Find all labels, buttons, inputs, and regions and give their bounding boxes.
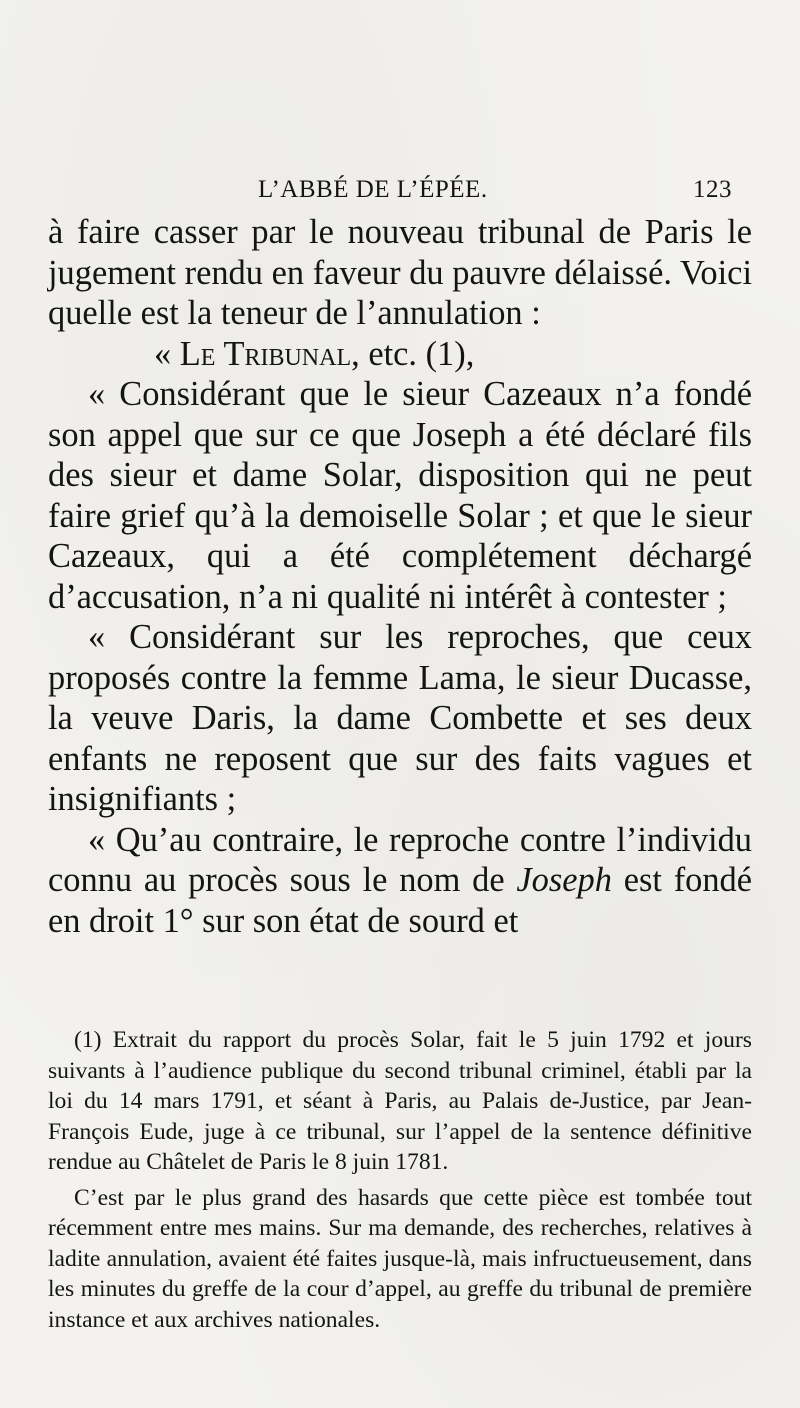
tribunal-quote: « [154,334,180,373]
footnote-2: C’est par le plus grand des hasards que cette pièce est tombée tout récemment entre mes mains. Sur ma demande, des recherches, relatives à ladite annulation, avaient été faites jusque-là, mais infructueusement, dans les minutes du greffe de la cour d’appel, au greffe du tribunal de première instance et aux archives nationales. [48,1184,752,1333]
paragraph-contraire-end: est fondé en droit 1° sur son état de sourd et [48,861,752,940]
page-number: 123 [693,176,732,203]
tribunal-name: Le Tribunal [179,334,352,373]
footnote-1: (1) Extrait du rapport du procès Solar, fait le 5 juin 1792 et jours suivants à l’audience publique du second tribunal criminel, établi par la loi du 14 mars 1791, et séant à Paris, au Palais de-Justice, par Jean-François Eude, juge à ce tribunal, sur l’appel de la sentence définitive rendue au Châtelet de Paris le 8 juin 1781. [48,1027,752,1175]
page-header [48,176,738,210]
paragraph-considerant-1: « Considérant que le sieur Cazeaux n’a fondé son appel que sur ce que Joseph a été déclaré fils des sieur et dame Solar, disposition qui ne peut faire grief qu’à la demoiselle Solar ; et que le sieur Cazeaux, qui a été complétement déchargé d’accusation, n’a ni qualité ni intérêt à contester ; [48,375,752,616]
footnotes [48,1025,752,1335]
running-title: L’ABBÉ DE L’ÉPÉE. [258,176,488,203]
joseph-italic: Joseph [516,861,612,899]
tribunal-heading [48,334,752,375]
main-text [48,212,752,941]
paragraph-considerant-2: « Considérant sur les reproches, que ceux proposés contre la femme Lama, le sieur Ducasse, la veuve Daris, la dame Combette et ses deux enfants ne reposent que sur des faits vagues et insignifiants ; [48,618,752,818]
tribunal-rest: , etc. (1), [351,334,475,373]
paragraph-continuation: à faire casser par le nouveau tribunal de Paris le jugement rendu en faveur du pauvre délaissé. Voici quelle est la teneur de l’annulation : [48,213,752,332]
paragraph-contraire-start: « Qu’au contraire, le reproche contre l’individu connu au procès sous le nom de [48,820,752,899]
paragraph-contraire [48,820,752,942]
